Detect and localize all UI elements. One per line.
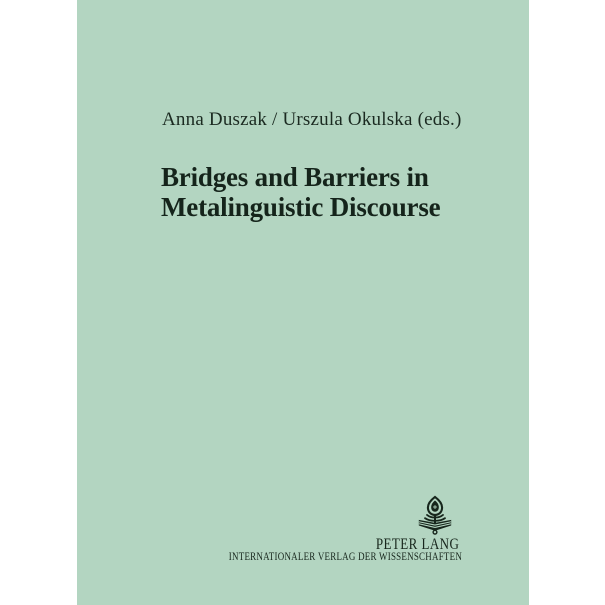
peter-lang-logo-icon bbox=[415, 495, 455, 537]
title-line-1: Bridges and Barriers in bbox=[161, 162, 429, 192]
title-line-2: Metalinguistic Discourse bbox=[161, 192, 441, 222]
book-cover bbox=[77, 0, 529, 605]
editors-line: Anna Duszak / Urszula Okulska (eds.) bbox=[162, 109, 462, 130]
publisher-tagline: INTERNATIONALER VERLAG DER WISSENSCHAFTEN bbox=[228, 551, 462, 563]
book-title bbox=[161, 162, 440, 222]
publisher-name: PETER LANG bbox=[375, 536, 459, 553]
